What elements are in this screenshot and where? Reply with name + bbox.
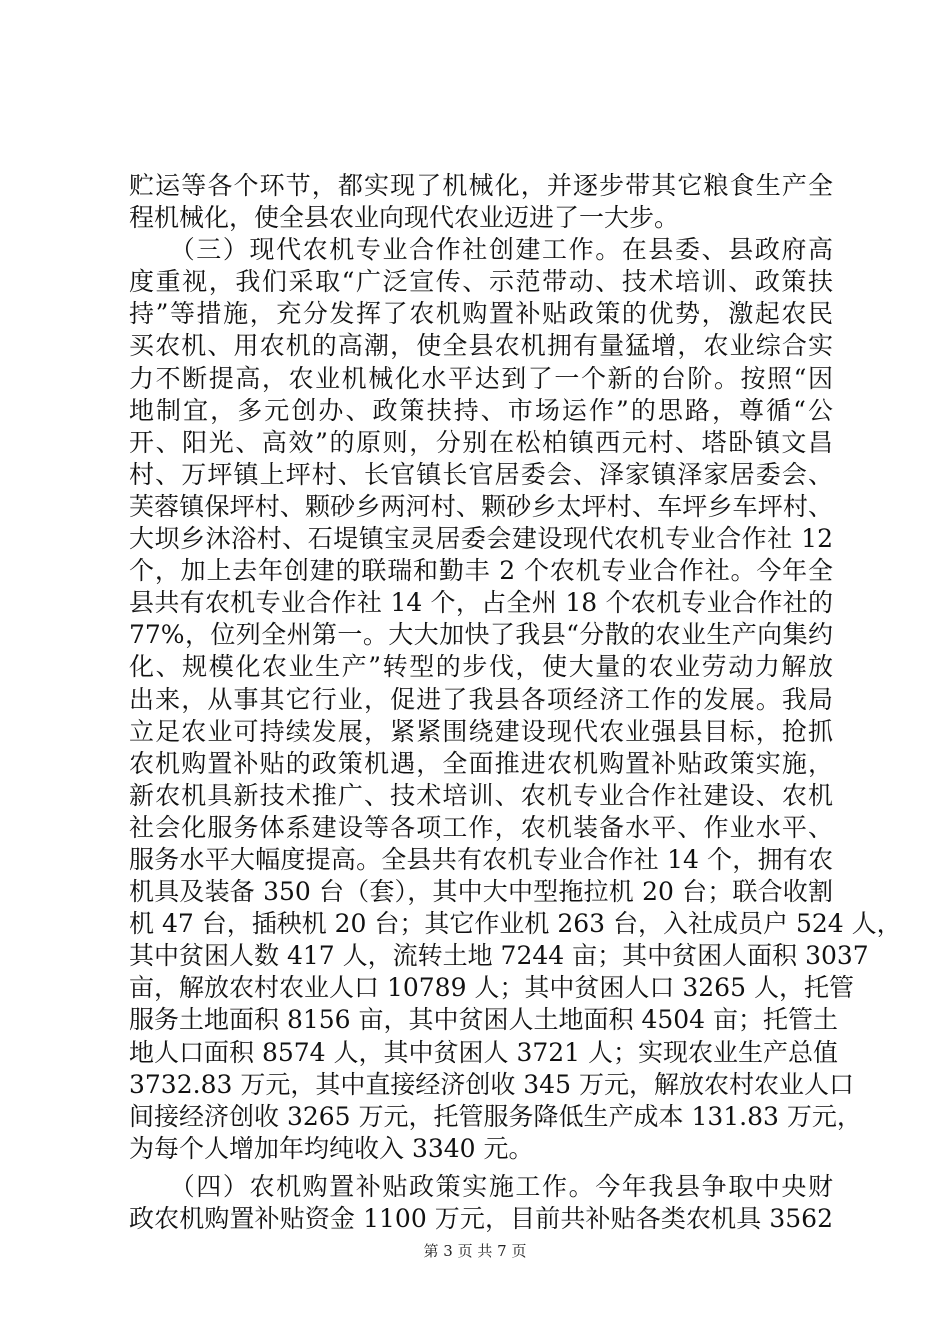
text-line: 县共有农机专业合作社 14 个，占全州 18 个农机专业合作社的	[129, 588, 833, 618]
text-line: 新农机具新技术推广、技术培训、农机专业合作社建设、农机	[129, 780, 833, 810]
text-line: 其中贫困人数 417 人，流转土地 7244 亩；其中贫困人面积 3037	[129, 941, 869, 971]
text-line: 化、规模化农业生产”转型的步伐，使大量的农业劳动力解放	[129, 652, 833, 682]
text-line: 社会化服务体系建设等各项工作，农机装备水平、作业水平、	[129, 812, 833, 842]
text-line: （四）农机购置补贴政策实施工作。今年我县争取中央财	[129, 1171, 833, 1201]
text-line: 服务土地面积 8156 亩，其中贫困人土地面积 4504 亩；托管土	[129, 1005, 839, 1035]
text-line: 间接经济创收 3265 万元，托管服务降低生产成本 131.83 万元，	[129, 1101, 862, 1131]
page-number-footer: 第 3 页 共 7 页	[423, 1242, 527, 1260]
text-line: 出来，从事其它行业，促进了我县各项经济工作的发展。我局	[129, 684, 833, 714]
text-line: 政农机购置补贴资金 1100 万元，目前共补贴各类农机具 3562	[129, 1204, 833, 1233]
text-line: 亩，解放农村农业人口 10789 人；其中贫困人口 3265 人，托管	[129, 973, 854, 1003]
text-line: 力不断提高，农业机械化水平达到了一个新的台阶。按照“因	[129, 363, 833, 393]
text-line: 持”等措施，充分发挥了农机购置补贴政策的优势，激起农民	[129, 299, 833, 329]
text-line: 大坝乡沐浴村、石堤镇宝灵居委会建设现代农机专业合作社 12	[129, 524, 833, 554]
text-line: 立足农业可持续发展，紧紧围绕建设现代农业强县目标，抢抓	[129, 716, 833, 746]
text-line: 地人口面积 8574 人，其中贫困人 3721 人；实现农业生产总值	[129, 1037, 839, 1067]
text-line: （三）现代农机专业合作社创建工作。在县委、县政府高	[129, 235, 833, 265]
text-line: 开、阳光、高效”的原则，分别在松柏镇西元村、塔卧镇文昌	[129, 427, 833, 457]
text-line: 村、万坪镇上坪村、长官镇长官居委会、泽家镇泽家居委会、	[129, 459, 833, 489]
text-line: 机具及装备 350 台（套），其中大中型拖拉机 20 台；联合收割	[129, 877, 833, 907]
text-line: 芙蓉镇保坪村、颗砂乡两河村、颗砂乡太坪村、车坪乡车坪村、	[129, 491, 833, 521]
text-line: 贮运等各个环节，都实现了机械化，并逐步带其它粮食生产全	[129, 171, 833, 200]
text-line: 为每个人增加年均纯收入 3340 元。	[129, 1133, 534, 1163]
text-line: 3732.83 万元，其中直接经济创收 345 万元，解放农村农业人口	[129, 1069, 854, 1099]
text-line: 77%，位列全州第一。大大加快了我县“分散的农业生产向集约	[129, 620, 833, 650]
text-line: 个，加上去年创建的联瑞和勤丰 2 个农机专业合作社。今年全	[129, 556, 833, 586]
text-line: 地制宜，多元创办、政策扶持、市场运作”的思路，尊循“公	[129, 395, 833, 425]
text-line: 度重视，我们采取“广泛宣传、示范带动、技术培训、政策扶	[129, 267, 833, 297]
text-line: 程机械化，使全县农业向现代农业迈进了一大步。	[129, 203, 680, 233]
text-line: 买农机、用农机的高潮，使全县农机拥有量猛增，农业综合实	[129, 331, 833, 361]
text-line: 机 47 台，插秧机 20 台；其它作业机 263 台，入社成员户 524 人，	[129, 909, 902, 939]
text-line: 服务水平大幅度提高。全县共有农机专业合作社 14 个，拥有农	[129, 844, 833, 874]
text-line: 农机购置补贴的政策机遇，全面推进农机购置补贴政策实施，	[129, 748, 833, 778]
body-text	[129, 170, 902, 1235]
